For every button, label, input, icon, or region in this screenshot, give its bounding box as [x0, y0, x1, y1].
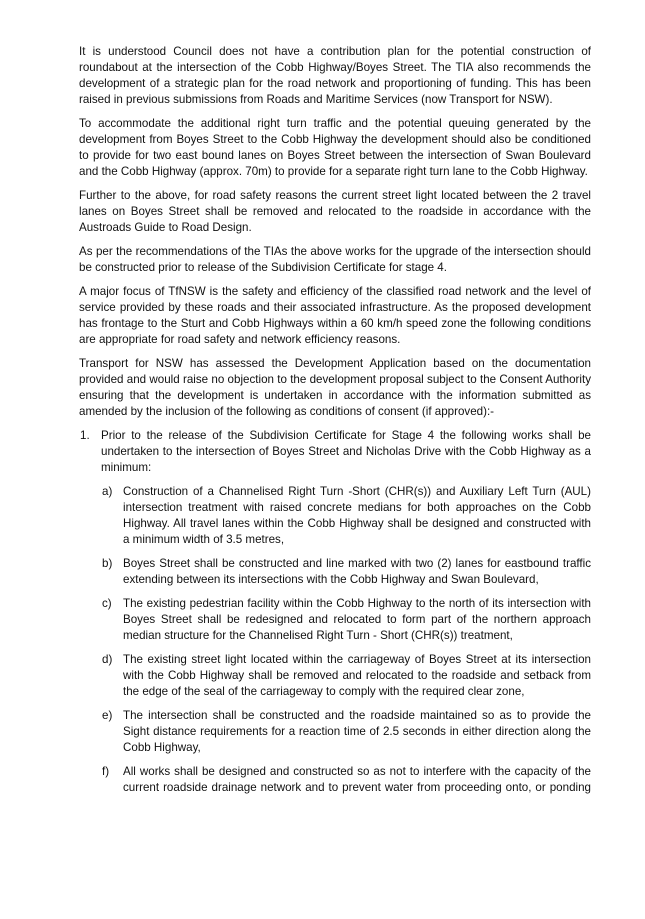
- condition-number: 1.: [80, 429, 90, 442]
- condition-text: Prior to the release of the Subdivision Certificate for Stage 4 the following works shall be undertaken to the intersection of Boyes Street and Nicholas Drive with the Cobb Highway as a minimum:: [101, 429, 591, 474]
- condition-1-subitems: [101, 484, 591, 796]
- subitem-text: The existing street light located within the carriageway of Boyes Street at its intersection with the Cobb Highway shall be removed and relocated to the roadside and setback from the edge of the seal of the carriageway to comply with the required clear zone,: [123, 653, 591, 698]
- subitem-text: Boyes Street shall be constructed and line marked with two (2) lanes for eastbound traffic extending between its intersections with the Cobb Highway and Swan Boulevard,: [123, 557, 591, 586]
- paragraph-street-light: Further to the above, for road safety reasons the current street light located between the 2 travel lanes on Boyes Street shall be removed and relocated to the roadside in accordance with the Austroads Guide to Road Design.: [79, 189, 591, 234]
- subitem-text: The intersection shall be constructed and the roadside maintained so as to provide the Sight distance requirements for a reaction time of 2.5 seconds in either direction along the Cobb Highway,: [123, 709, 591, 754]
- paragraph-right-turn-traffic: To accommodate the additional right turn traffic and the potential queuing generated by the development from Boyes Street to the Cobb Highway the development should also be conditioned to provide for two east bound lanes on Boyes Street between the intersection of Swan Boulevard and the Cobb Highway (approx. 70m) to provide for a separate right turn lane to the Cobb Highway.: [79, 117, 591, 178]
- subitem-d: [101, 652, 591, 700]
- paragraph-assessment: Transport for NSW has assessed the Development Application based on the documentation provided and would raise no objection to the development proposal subject to the Consent Authority ensuring that the development is undertaken in accordance with the information submitted as amended by the inclusion of the following as conditions of consent (if approved):-: [79, 357, 591, 418]
- subitem-letter: c): [102, 597, 112, 610]
- paragraph-tia-recommendations: As per the recommendations of the TIAs the above works for the upgrade of the intersection should be constructed prior to release of the Subdivision Certificate for stage 4.: [79, 245, 591, 274]
- subitem-text: Construction of a Channelised Right Turn -Short (CHR(s)) and Auxiliary Left Turn (AUL) intersection treatment with raised concrete medians for both approaches on the Cobb Highway. All travel lanes within the Cobb Highway shall be designed and constructed with a minimum width of 3.5 metres,: [123, 485, 591, 546]
- document-page: [79, 44, 591, 804]
- subitem-e: [101, 708, 591, 756]
- subitem-text: All works shall be designed and constructed so as not to interfere with the capacity of the current roadside drainage network and to prevent water from proceeding onto, or ponding: [123, 765, 591, 794]
- subitem-letter: b): [102, 557, 113, 570]
- subitem-letter: a): [102, 485, 113, 498]
- subitem-c: [101, 596, 591, 644]
- subitem-letter: d): [102, 653, 113, 666]
- subitem-text: The existing pedestrian facility within the Cobb Highway to the north of its intersection with Boyes Street shall be redesigned and relocated to form part of the northern approach median structure for the Channelised Right Turn - Short (CHR(s)) treatment,: [123, 597, 591, 642]
- subitem-letter: f): [102, 765, 110, 778]
- condition-1: [79, 428, 591, 796]
- paragraph-contribution-plan: It is understood Council does not have a contribution plan for the potential construction of roundabout at the intersection of the Cobb Highway/Boyes Street. The TIA also recommends the development of a strategic plan for the road network and proportioning of funding. This has been raised in previous submissions from Roads and Maritime Services (now Transport for NSW).: [79, 45, 591, 106]
- paragraph-tfnsw-focus: A major focus of TfNSW is the safety and efficiency of the classified road network and the level of service provided by these roads and their associated infrastructure. As the proposed development has frontage to the Sturt and Cobb Highways within a 60 km/h speed zone the following conditions are appropriate for road safety and network efficiency reasons.: [79, 285, 591, 346]
- subitem-b: [101, 556, 591, 588]
- subitem-letter: e): [102, 709, 113, 722]
- subitem-f: [101, 764, 591, 796]
- subitem-a: [101, 484, 591, 548]
